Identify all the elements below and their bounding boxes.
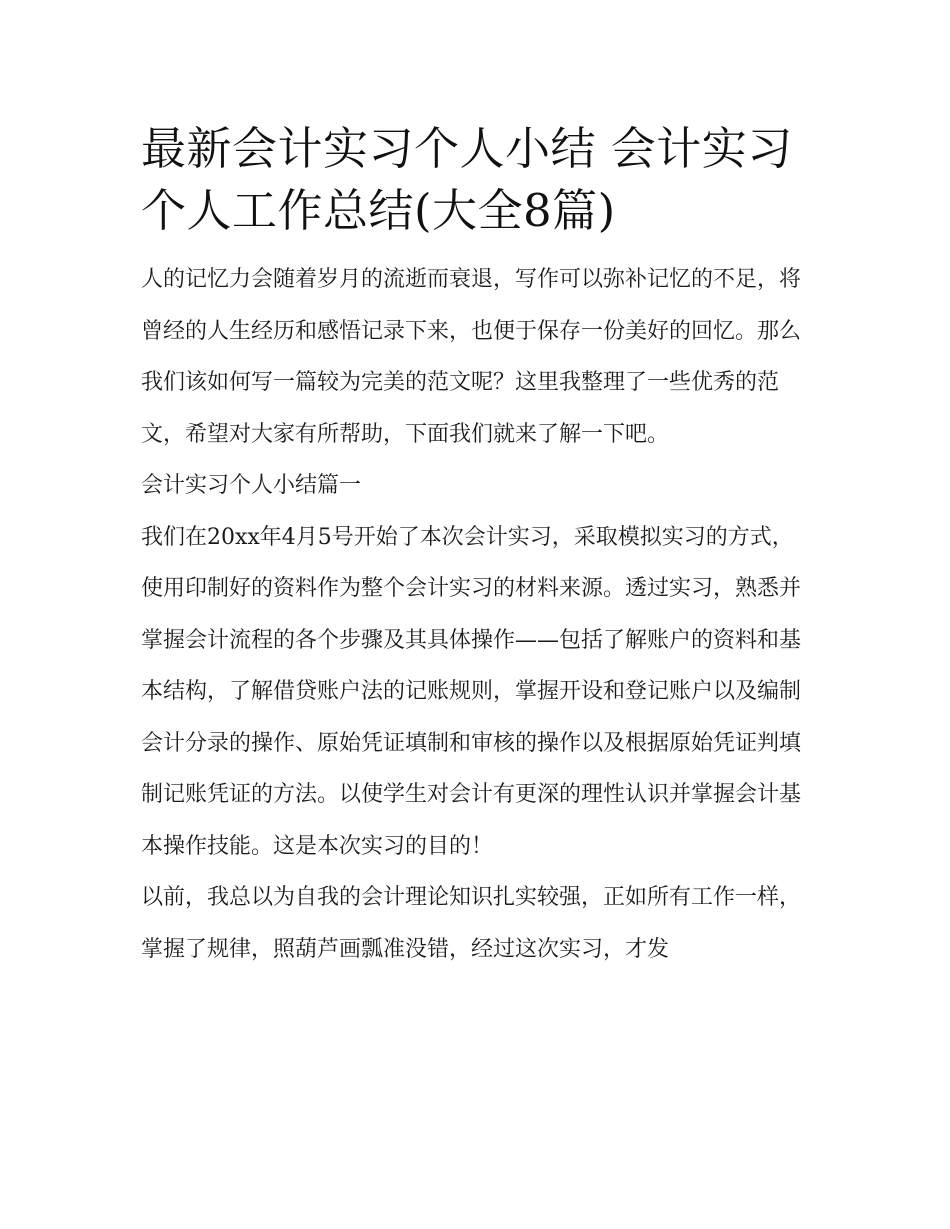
intro-paragraph: 人的记忆力会随着岁月的流逝而衰退，写作可以弥补记忆的不足，将曾经的人生经历和感悟记录下来，也便于保存一份美好的回忆。那么我们该如何写一篇较为完美的范文呢？这里我整理了一些优秀的范文，希望对大家有所帮助，下面我们就来了解一下吧。	[141, 267, 802, 447]
body-paragraph: 以前，我总以为自我的会计理论知识扎实较强，正如所有工作一样，掌握了规律，照葫芦画瓢准没错，经过这次实习，才发	[141, 885, 802, 962]
section-heading: 会计实习个人小结篇一	[141, 473, 362, 498]
body-paragraph: 我们在20xx年4月5号开始了本次会计实习，采取模拟实习的方式，使用印制好的资料作为整个会计实习的材料来源。透过实习，熟悉并掌握会计流程的各个步骤及其具体操作——包括了解账户的资料和基本结构，了解借贷账户法的记账规则，掌握开设和登记账户以及编制会计分录的操作、原始凭证填制和审核的操作以及根据原始凭证判填制记账凭证的方法。以使学生对会计有更深的理性认识并掌握会计基本操作技能。这是本次实习的目的！	[141, 524, 802, 859]
document-content	[141, 118, 813, 975]
document-title: 最新会计实习个人小结 会计实习个人工作总结(大全8篇)	[141, 122, 793, 237]
